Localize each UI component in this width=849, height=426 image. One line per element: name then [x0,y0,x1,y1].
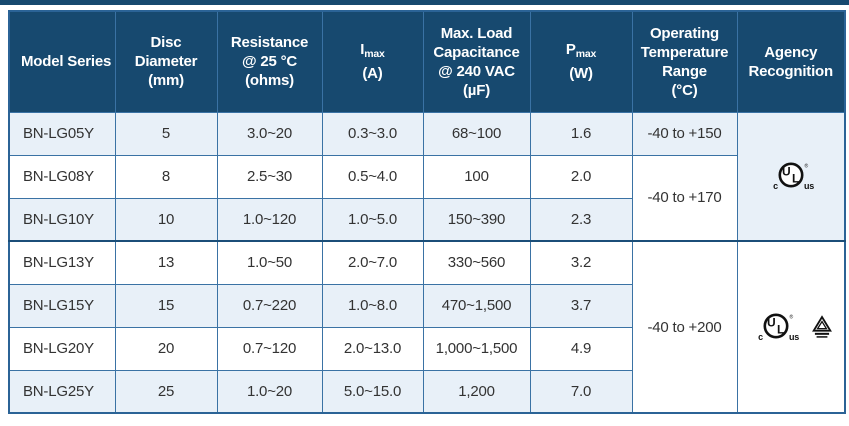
imax-symbol: $I_{max}$ [360,41,385,61]
table-row [9,155,845,198]
header-label: Model Series [21,53,112,71]
col-header-disc-diameter: Disc Diameter (mm) [115,11,217,112]
col-header-resistance: Resistance @ 25 °C (ohms) [217,11,322,112]
cell-imax: 1.0~8.0 [322,284,423,327]
spec-table [8,10,846,414]
cell-disc-diameter: 20 [115,327,217,370]
cell-disc-diameter: 10 [115,198,217,241]
cell-capacitance: 1,000~1,500 [423,327,530,370]
cell-imax: 1.0~5.0 [322,198,423,241]
cell-temp-range: -40 to +150 [632,112,737,155]
cell-capacitance: 100 [423,155,530,198]
agency-marks [739,161,844,192]
cell-resistance: 2.5~30 [217,155,322,198]
cell-agency-group-1 [737,112,845,241]
cell-disc-diameter: 5 [115,112,217,155]
col-header-operating-temperature: Operating Temperature Range (°C) [632,11,737,112]
cUL-us-mark-icon [764,161,818,192]
cell-model: BN-LG25Y [9,370,115,413]
cell-agency-group-2 [737,241,845,413]
cell-pmax: 1.6 [530,112,632,155]
table-row [9,112,845,155]
svg-text:us: us [803,180,814,191]
cell-model: BN-LG08Y [9,155,115,198]
header-row [9,11,845,112]
svg-text:L: L [791,171,799,186]
cell-capacitance: 68~100 [423,112,530,155]
table-row [9,241,845,284]
cell-imax: 0.3~3.0 [322,112,423,155]
cell-capacitance: 1,200 [423,370,530,413]
cUL-us-mark-icon [749,312,803,343]
svg-text:®: ® [789,314,794,320]
cell-capacitance: 470~1,500 [423,284,530,327]
svg-text:us: us [789,331,800,342]
cell-capacitance: 150~390 [423,198,530,241]
cell-model: BN-LG15Y [9,284,115,327]
cell-resistance: 1.0~120 [217,198,322,241]
col-header-model-series [9,11,115,112]
svg-text:c: c [758,331,764,342]
cell-model: BN-LG05Y [9,112,115,155]
col-header-pmax: $P_{max}$ (W) [530,11,632,112]
svg-text:®: ® [804,163,808,170]
cell-pmax: 3.7 [530,284,632,327]
cell-disc-diameter: 13 [115,241,217,284]
svg-text:U: U [781,164,791,179]
cell-resistance: 1.0~50 [217,241,322,284]
cell-resistance: 0.7~220 [217,284,322,327]
cell-imax: 2.0~13.0 [322,327,423,370]
cell-resistance: 3.0~20 [217,112,322,155]
cell-imax: 2.0~7.0 [322,241,423,284]
cell-resistance: 1.0~20 [217,370,322,413]
cell-model: BN-LG20Y [9,327,115,370]
cell-pmax: 7.0 [530,370,632,413]
spec-table-container [8,10,846,414]
triangle-cert-mark-icon [812,315,832,339]
agency-marks [739,312,844,343]
cell-disc-diameter: 15 [115,284,217,327]
col-header-max-load-capacitance: Max. Load Capacitance @ 240 VAC (µF) [423,11,530,112]
top-divider-rule [0,0,849,5]
cell-model: BN-LG10Y [9,198,115,241]
svg-text:U: U [767,315,776,330]
cell-imax: 0.5~4.0 [322,155,423,198]
cell-temp-range-group: -40 to +170 [632,155,737,241]
cell-disc-diameter: 25 [115,370,217,413]
pmax-symbol: $P_{max}$ [565,41,597,61]
cell-temp-range-group: -40 to +200 [632,241,737,413]
cell-imax: 5.0~15.0 [322,370,423,413]
cell-model: BN-LG13Y [9,241,115,284]
cell-pmax: 2.0 [530,155,632,198]
svg-text:L: L [777,322,785,337]
cell-pmax: 2.3 [530,198,632,241]
cell-capacitance: 330~560 [423,241,530,284]
svg-text:c: c [772,180,778,191]
cell-disc-diameter: 8 [115,155,217,198]
col-header-imax: $I_{max}$ (A) [322,11,423,112]
col-header-agency-recognition: Agency Recognition [737,11,845,112]
cell-pmax: 3.2 [530,241,632,284]
cell-resistance: 0.7~120 [217,327,322,370]
cell-pmax: 4.9 [530,327,632,370]
